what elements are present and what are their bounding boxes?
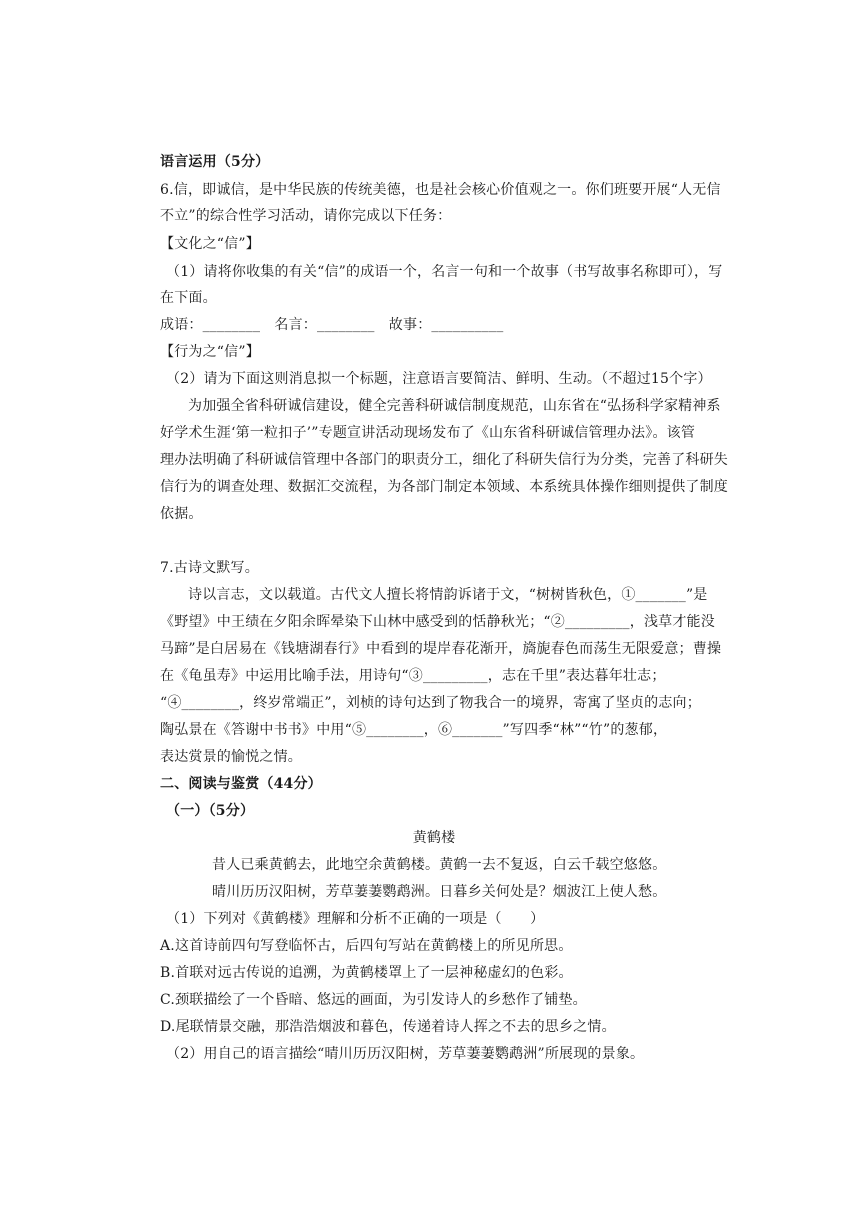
question-7-line-5: “④________，终岁常端正”，刘桢的诗句达到了物我合一的境界，寄寓了坚贞的志向； (160, 695, 701, 711)
section-heading-language-use: 语言运用（5分） (160, 154, 270, 170)
question-7-line-1: 诗以言志，文以载道。古代文人擅长将情韵诉诸于文，“树树皆秋色，①_______”是 (188, 587, 708, 603)
question-7-line-6: 陶弘景在《答谢中书书》中用“⑤________，⑥_______”写四季“林”“竹”的葱郁， (160, 722, 668, 738)
answer-blanks-line: 成语：________ 名言：________ 故事：__________ (160, 317, 504, 333)
news-paragraph-line-3: 理办法明确了科研诚信管理中各部门的职责分工，细化了科研失信行为分类，完善了科研失 (160, 452, 728, 468)
question-7-line-4: 在《龟虽寿》中运用比喻手法，用诗句“③_________，志在千里”表达暮年壮志； (160, 668, 666, 684)
poem-line-1: 昔人已乘黄鹤去，此地空余黄鹤楼。黄鹤一去不复返，白云千载空悠悠。 (212, 857, 667, 873)
question-7-line-3: 马蹄”是白居易在《钱塘湖春行》中看到的堤岸春花渐开，旖旎春色而荡生无限爱意；曹操 (160, 641, 722, 657)
option-b: B.首联对远古传说的追溯，为黄鹤楼罩上了一层神秘虚幻的色彩。 (160, 965, 573, 981)
news-paragraph-line-1: 为加强全省科研诚信建设，健全完善科研诚信制度规范，山东省在“弘扬科学家精神系 (188, 398, 721, 414)
option-c: C.颈联描绘了一个昏暗、悠远的画面，为引发诗人的乡愁作了铺垫。 (160, 992, 587, 1008)
poem-line-2: 晴川历历汉阳树，芳草萋萋鹦鹉洲。日暮乡关何处是？烟波江上使人愁。 (212, 884, 667, 900)
question-7-line-7: 表达赏景的愉悦之情。 (160, 749, 302, 765)
question-6-line-1: 6.信，即诚信，是中华民族的传统美德，也是社会核心价值观之一。你们班要开展“人无信 (160, 182, 721, 198)
poem-question-2: （2）用自己的语言描绘“晴川历历汉阳树，芳草萋萋鹦鹉洲”所展现的景象。 (166, 1046, 645, 1062)
part-1-heading: （一）（5分） (166, 803, 255, 819)
subheading-culture-of-trust: 【文化之“信”】 (160, 236, 260, 252)
poem-title: 黄鹤楼 (412, 830, 456, 846)
question-7-heading: 7.古诗文默写。 (160, 560, 259, 576)
option-a: A.这首诗前四句写登临怀古，后四句写站在黄鹤楼上的所见所思。 (160, 938, 573, 954)
task-2-prompt: （2）请为下面这则消息拟一个标题，注意语言要简洁、鲜明、生动。（不超过15个字） (166, 371, 712, 387)
task-1-line-1: （1）请将你收集的有关“信”的成语一个，名言一句和一个故事（书写故事名称即可），写 (166, 264, 723, 280)
section-heading-reading: 二、阅读与鉴赏（44分） (160, 776, 322, 792)
question-6-line-2: 不立”的综合性学习活动，请你完成以下任务： (160, 208, 452, 224)
news-paragraph-line-4: 信行为的调查处理、数据汇交流程，为各部门制定本领域、本系统具体操作细则提供了制度 (160, 479, 728, 495)
question-7-line-2: 《野望》中王绩在夕阳余晖晕染下山林中感受到的恬静秋光；“②_________，浅草才能没 (160, 614, 715, 630)
news-paragraph-line-5: 依据。 (160, 506, 203, 522)
task-1-line-2: 在下面。 (160, 290, 217, 306)
news-paragraph-line-2: 好学术生涯‘第一粒扣子’”专题宣讲活动现场发布了《山东省科研诚信管理办法》。该管 (160, 425, 696, 441)
poem-question-1: （1）下列对《黄鹤楼》理解和分析不正确的一项是（ ） (166, 911, 545, 927)
option-d: D.尾联情景交融，那浩浩烟波和暮色，传递着诗人挥之不去的思乡之情。 (160, 1019, 616, 1035)
subheading-behavior-of-trust: 【行为之“信”】 (160, 344, 260, 360)
